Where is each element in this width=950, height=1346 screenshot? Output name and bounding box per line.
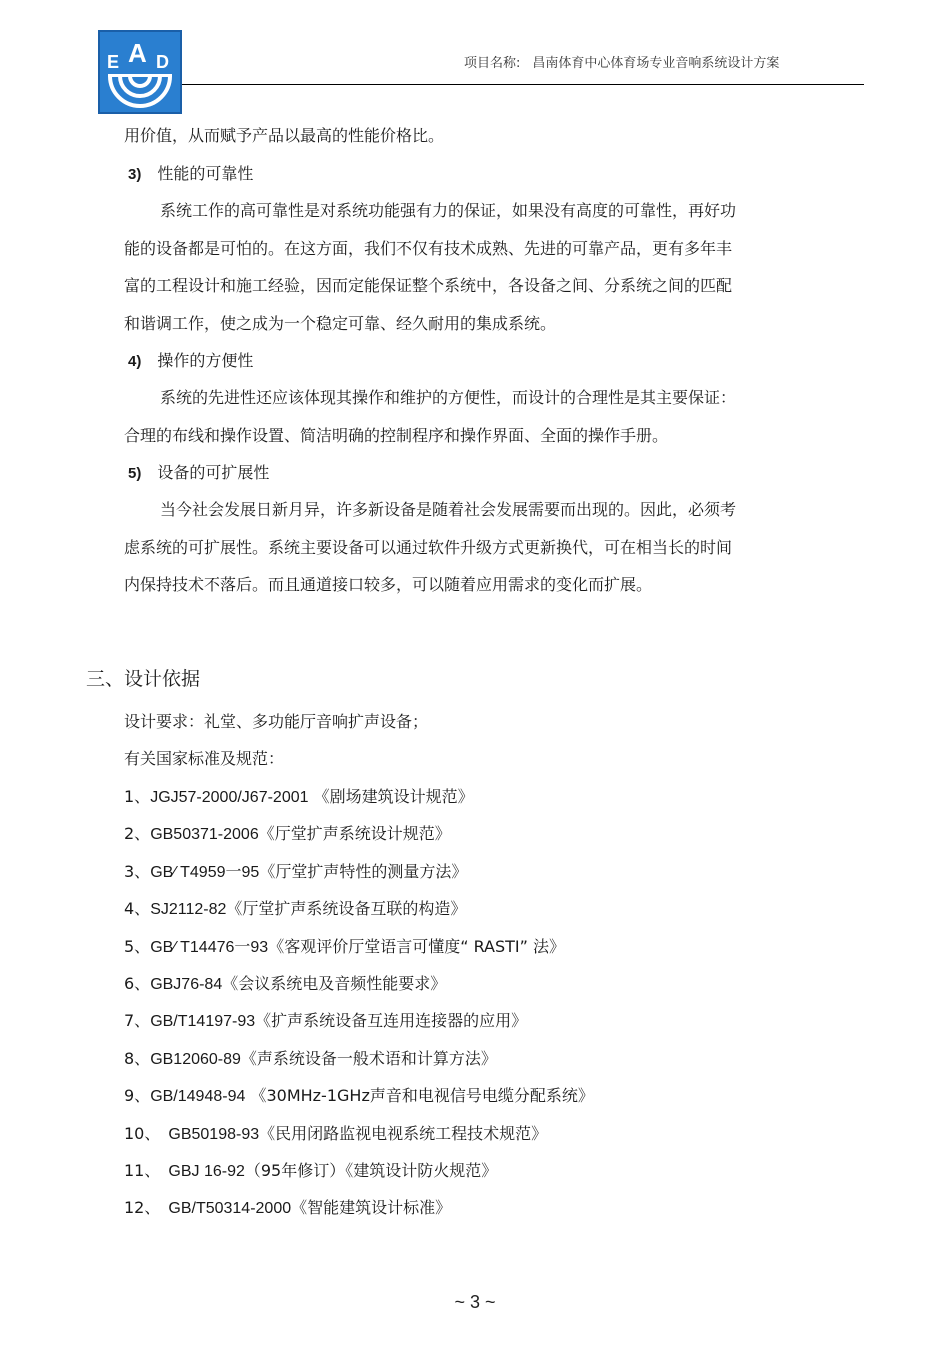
standard-code: GBJ76-84 <box>150 976 223 993</box>
standard-number: 3、 <box>124 862 151 881</box>
standard-number: 12、 <box>124 1198 161 1217</box>
standard-item <box>124 1124 547 1145</box>
design-requirement: 设计要求：礼堂、多功能厅音响扩声设备； <box>124 712 429 731</box>
standard-number: 8、 <box>124 1049 151 1068</box>
standard-item <box>124 1086 594 1107</box>
paragraph-line: 能的设备都是可怕的。在这方面，我们不仅有技术成熟、先进的可靠产品，更有多年丰 <box>124 239 733 258</box>
standard-number: 7、 <box>124 1011 151 1030</box>
standard-name: 《扩声系统设备互连用连接器的应用》 <box>255 1011 528 1030</box>
standard-item <box>124 1198 451 1219</box>
standard-item <box>124 1049 497 1070</box>
standard-item <box>124 899 466 920</box>
standard-code: GB50198-93 <box>168 1126 260 1143</box>
paragraph-line: 和谐调工作，使之成为一个稳定可靠、经久耐用的集成系统。 <box>124 314 557 333</box>
ead-logo-icon <box>100 32 180 112</box>
standard-number: 2、 <box>124 824 151 843</box>
standard-number: 5、 <box>124 937 151 956</box>
standard-item <box>124 974 446 995</box>
section-title: 三、设计依据 <box>86 668 201 690</box>
standard-number: 4、 <box>124 899 151 918</box>
standard-name: 《厅堂扩声特性的测量方法》 <box>259 862 468 881</box>
standard-item <box>124 937 565 958</box>
standard-name: 《客观评价厅堂语言可懂度“ RASTI” 法》 <box>268 937 566 956</box>
standard-code: GB/T50314-2000 <box>168 1200 292 1217</box>
project-name: 昌南体育中心体育场专业音响系统设计方案 <box>532 56 780 71</box>
standard-name: 《民用闭路监视电视系统工程技术规范》 <box>259 1124 548 1143</box>
standard-name: 《厅堂扩声系统设备互联的构造》 <box>226 899 467 918</box>
standard-name: 《30MHz-1GHz声音和电视信号电缆分配系统》 <box>245 1086 594 1105</box>
standard-code: GB/T14197-93 <box>150 1013 256 1030</box>
item-heading-reliability <box>128 164 253 185</box>
standard-name: 《剧场建筑设计规范》 <box>308 787 474 806</box>
svg-text:D: D <box>156 52 169 72</box>
standard-code: GB∕ T4959一95 <box>150 864 260 881</box>
header-project <box>464 52 779 71</box>
standard-item <box>124 787 474 808</box>
standards-intro: 有关国家标准及规范： <box>124 749 285 768</box>
item-number: 4) <box>128 353 142 370</box>
item-heading-expandability <box>128 463 269 484</box>
paragraph-line: 内保持技术不落后。而且通道接口较多，可以随着应用需求的变化而扩展。 <box>124 575 653 594</box>
item-number: 3) <box>128 166 142 183</box>
page-number: ~ 3 ~ <box>454 1292 496 1312</box>
paragraph-line: 用价值，从而赋予产品以最高的性能价格比。 <box>124 126 445 145</box>
standard-item <box>124 1161 497 1182</box>
standard-code: GBJ 16-92 <box>168 1163 245 1180</box>
paragraph-line: 当今社会发展日新月异，许多新设备是随着社会发展需要而出现的。因此，必须考 <box>160 500 737 519</box>
item-title: 设备的可扩展性 <box>157 463 270 482</box>
standard-code: SJ2112-82 <box>150 901 227 918</box>
standard-name: （95年修订）《建筑设计防火规范》 <box>244 1161 498 1180</box>
standard-item <box>124 824 451 845</box>
project-label: 项目名称: <box>464 56 521 71</box>
standard-code: GB∕ T14476一93 <box>150 939 269 956</box>
item-heading-usability <box>128 351 253 372</box>
standard-number: 11、 <box>124 1161 161 1180</box>
paragraph-line: 富的工程设计和施工经验，因而定能保证整个系统中，各设备之间、分系统之间的匹配 <box>124 276 733 295</box>
standard-number: 1、 <box>124 787 151 806</box>
paragraph-line: 系统的先进性还应该体现其操作和维护的方便性，而设计的合理性是其主要保证： <box>160 388 737 407</box>
paragraph-line: 系统工作的高可靠性是对系统功能强有力的保证，如果没有高度的可靠性，再好功 <box>160 201 737 220</box>
item-number: 5) <box>128 465 142 482</box>
standard-number: 10、 <box>124 1124 161 1143</box>
item-title: 性能的可靠性 <box>157 164 254 183</box>
standard-name: 《智能建筑设计标准》 <box>291 1198 452 1217</box>
standard-code: JGJ57-2000/J67-2001 <box>150 789 309 806</box>
standard-code: GB12060-89 <box>150 1051 241 1068</box>
paragraph-line: 合理的布线和操作设置、简洁明确的控制程序和操作界面、全面的操作手册。 <box>124 426 669 445</box>
standard-code: GB50371-2006 <box>150 826 259 843</box>
standard-code: GB/14948-94 <box>150 1088 246 1105</box>
company-logo <box>98 30 182 114</box>
standard-name: 《会议系统电及音频性能要求》 <box>222 974 447 993</box>
header-divider <box>182 84 864 85</box>
standard-item <box>124 1011 527 1032</box>
svg-text:A: A <box>128 38 147 68</box>
svg-text:E: E <box>107 52 120 72</box>
standard-name: 《声系统设备一般术语和计算方法》 <box>240 1049 497 1068</box>
standard-item <box>124 862 467 883</box>
standard-number: 6、 <box>124 974 151 993</box>
paragraph-line: 虑系统的可扩展性。系统主要设备可以通过软件升级方式更新换代，可在相当长的时间 <box>124 538 733 557</box>
standard-name: 《厅堂扩声系统设计规范》 <box>258 824 451 843</box>
standard-number: 9、 <box>124 1086 151 1105</box>
item-title: 操作的方便性 <box>157 351 254 370</box>
